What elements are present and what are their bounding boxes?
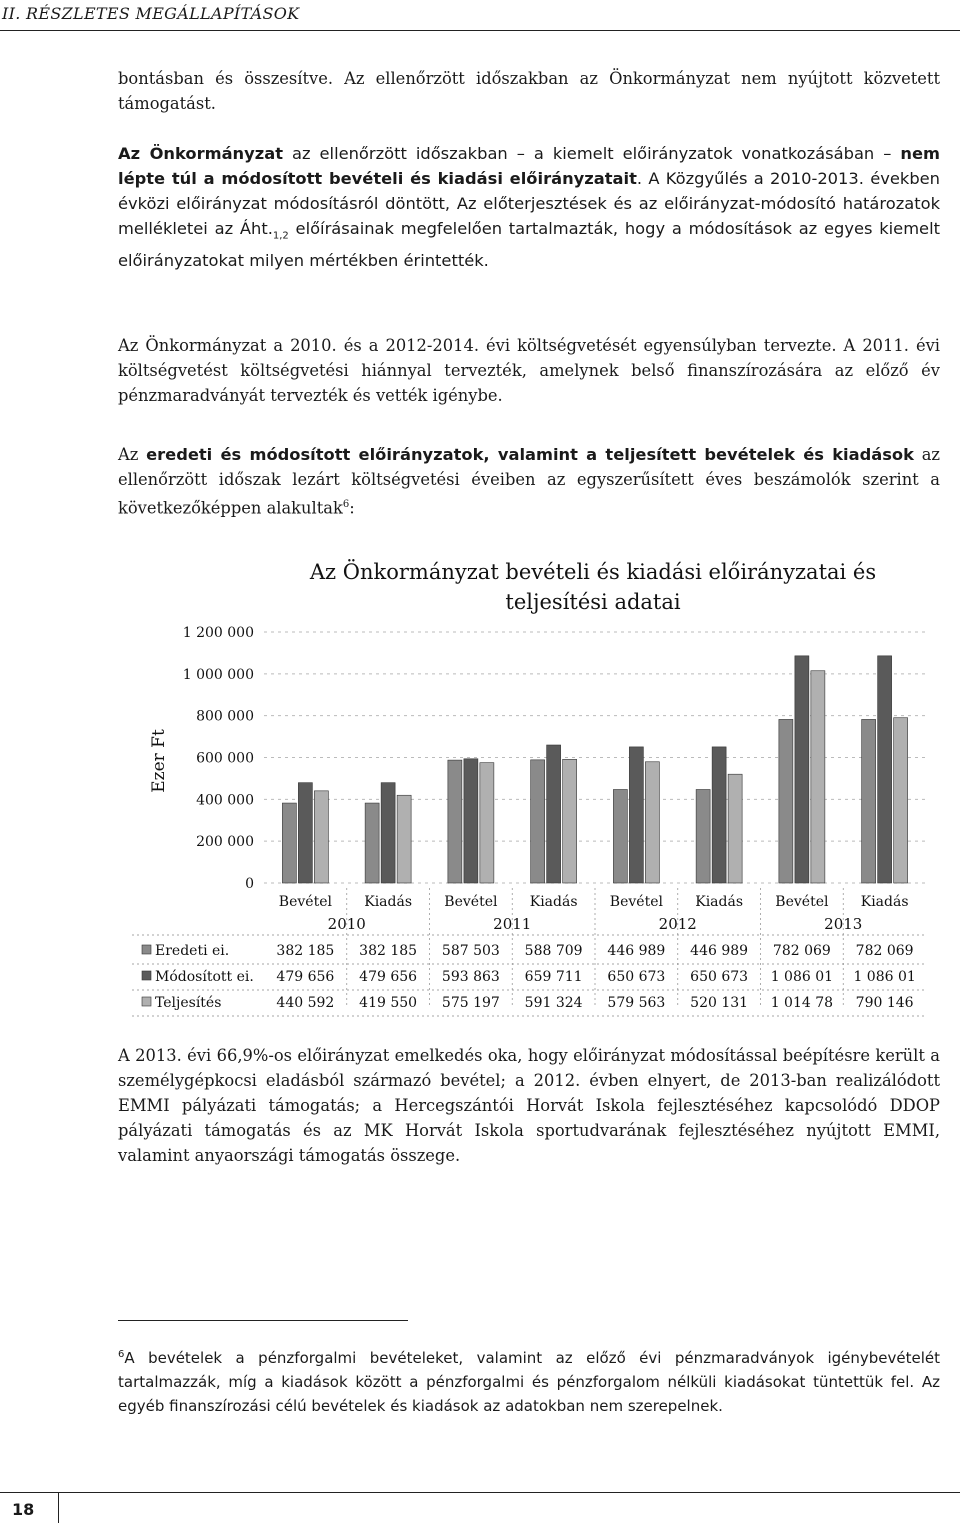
bar: [629, 747, 643, 883]
data-table-value: 1 014 78: [770, 995, 834, 1011]
data-table-value: 790 146: [855, 995, 914, 1011]
bar: [464, 759, 478, 883]
bar: [282, 803, 296, 883]
legend-label: Eredeti ei.: [155, 943, 230, 959]
legend-swatch: [142, 971, 151, 980]
budget-chart-svg: [118, 548, 940, 1026]
p4-text-a: Az: [118, 445, 147, 464]
bar: [894, 718, 908, 883]
bar: [795, 656, 809, 883]
bar: [712, 747, 726, 883]
p2-subscript: 1,2: [272, 230, 289, 242]
x-category-label: Kiadás: [695, 894, 744, 910]
data-table-value: 520 131: [690, 995, 749, 1011]
data-table-value: 419 550: [359, 995, 418, 1011]
p2-bold-finding: nem lépte túl a módosított bevételi és kiadási előirányzatait: [118, 144, 940, 188]
data-table-value: 382 185: [276, 943, 335, 959]
paragraph-1: bontásban és összesítve. Az ellenőrzött időszakban az Önkormányzat nem nyújtott közvetett támogatást.: [118, 69, 940, 113]
bar: [531, 760, 545, 883]
p4-text-b: az ellenőrzött időszak lezárt költségvetési éveiben az egyszerűsített éves beszámolók szerint a következőképpen alakultak: [118, 445, 940, 518]
x-category-label: Bevétel: [775, 894, 829, 910]
running-header: [0, 0, 960, 31]
data-table-value: 382 185: [359, 943, 418, 959]
y-tick-label: 1 200 000: [182, 625, 254, 641]
x-category-label: Kiadás: [860, 894, 909, 910]
y-tick-label: 800 000: [196, 708, 254, 725]
x-year-label: 2011: [493, 915, 532, 933]
legend-label: Módosított ei.: [155, 969, 254, 985]
paragraph-5: A 2013. évi 66,9%-os előirányzat emelkedés oka, hogy előirányzat módosítással beépítésre került a személygépkocsi eladásból származó bevétel; a 2012. évben elnyert, de 2013-ban realizálódott EMMI pályázati támogatás; a Hercegszántói Horvát Iskola fejlesztéséhez kapcsolódó DDOP pályázati támogatás és az MK Horvát Iskola sportudvarának fejlesztéséhez nyújtott EMMI, valamint anyaországi támogatás összege.: [118, 1046, 940, 1165]
footnote-text: A bevételek a pénzforgalmi bevételeket, valamint az előző évi pénzmaradványok igénybevételét tartalmazzák, míg a kiadások között a pénzforgalmi és pénzforgalom nélküli kiadásokat tüntettük fel. Az egyéb finanszírozási célú bevételek és kiadások az adatokban nem szerepelnek.: [118, 1349, 940, 1415]
budget-chart: [118, 548, 940, 1026]
bar: [645, 762, 659, 883]
p2-text-b: . A Közgyűlés a 2010-2013. években évközi előirányzat módosításról döntött, Az előterjesztések és az előirányzat-módosító határozatok mellékletei az Áht.: [118, 169, 940, 238]
footnote-mark: 6: [118, 1349, 125, 1360]
y-tick-label: 0: [245, 876, 254, 892]
footnote: [118, 1343, 940, 1418]
data-table-value: 479 656: [359, 969, 418, 985]
data-table-value: 575 197: [441, 995, 500, 1011]
data-table-value: 591 324: [524, 995, 583, 1011]
data-table-value: 782 069: [772, 943, 831, 959]
data-table-value: 659 711: [524, 969, 583, 985]
x-year-label: 2013: [824, 915, 863, 933]
y-tick-label: 600 000: [196, 750, 254, 767]
y-tick-label: 1 000 000: [182, 666, 254, 683]
data-table-value: 479 656: [276, 969, 335, 985]
p4-text-c: :: [349, 498, 355, 518]
bar: [298, 783, 312, 883]
legend-label: Teljesítés: [155, 995, 222, 1011]
bar: [397, 795, 411, 883]
chart-title-line-1: Az Önkormányzat bevételi és kiadási előirányzatai és: [309, 560, 877, 584]
y-tick-label: 200 000: [196, 834, 254, 851]
data-table-value: 446 989: [690, 943, 749, 959]
bar: [480, 763, 494, 883]
data-table-value: 588 709: [524, 943, 583, 959]
paragraph-2: [118, 141, 940, 273]
legend-swatch: [142, 997, 151, 1006]
bar: [696, 790, 710, 883]
x-category-label: Bevétel: [444, 894, 498, 910]
chart-title-line-2: teljesítési adatai: [505, 590, 681, 614]
bar: [448, 760, 462, 883]
bar: [365, 803, 379, 883]
bar: [779, 719, 793, 883]
data-table-value: 1 086 01: [770, 969, 834, 985]
bar: [728, 774, 742, 883]
data-table-value: 579 563: [607, 995, 666, 1011]
x-category-label: Kiadás: [364, 894, 413, 910]
x-category-label: Bevétel: [278, 894, 332, 910]
p4-bold: eredeti és módosított előirányzatok, valamint a teljesített bevételek és kiadások: [146, 445, 914, 464]
x-category-label: Kiadás: [529, 894, 578, 910]
x-category-label: Bevétel: [609, 894, 663, 910]
data-table-value: 782 069: [855, 943, 914, 959]
p2-bold-subject: Az Önkormányzat: [118, 144, 284, 163]
paragraph-4: [118, 442, 940, 520]
footnote-divider: [118, 1320, 408, 1321]
y-tick-label: 400 000: [196, 792, 254, 809]
data-table-value: 587 503: [441, 943, 500, 959]
page-number-divider: [58, 1492, 59, 1523]
p2-text-a: az ellenőrzött időszakban – a kiemelt előirányzatok vonatkozásában –: [283, 144, 901, 163]
bar: [613, 790, 627, 883]
bar: [878, 656, 892, 883]
running-title: II. RÉSZLETES MEGÁLLAPÍTÁSOK: [2, 4, 300, 23]
p4-footnote-ref: 6: [342, 499, 350, 510]
bar: [547, 745, 561, 883]
data-table-value: 593 863: [441, 969, 500, 985]
page-footer-rule: [0, 1492, 960, 1493]
bar: [314, 791, 328, 883]
bar: [381, 783, 395, 883]
bar: [811, 671, 825, 883]
data-table-value: 650 673: [607, 969, 666, 985]
page-number: 18: [12, 1500, 35, 1519]
bar: [563, 759, 577, 883]
x-year-label: 2012: [658, 915, 697, 933]
data-table-value: 446 989: [607, 943, 666, 959]
x-year-label: 2010: [327, 915, 366, 933]
bar: [862, 719, 876, 883]
data-table-value: 650 673: [690, 969, 749, 985]
paragraph-3: Az Önkormányzat a 2010. és a 2012-2014. évi költségvetését egyensúlyban tervezte. A 2011. évi költségvetést költségvetési hiánnyal tervezték, amelynek belső finanszírozására az előző év pénzmaradványát tervezték és vették igénybe.: [118, 336, 940, 405]
y-axis-label: Ezer Ft: [149, 729, 169, 793]
legend-swatch: [142, 945, 151, 954]
data-table-value: 440 592: [276, 995, 335, 1011]
data-table-value: 1 086 01: [853, 969, 916, 985]
p2-text-c: előírásainak megfelelően tartalmazták, hogy a módosítások az egyes kiemelt előirányzatokat milyen mértékben érintették.: [118, 219, 940, 271]
